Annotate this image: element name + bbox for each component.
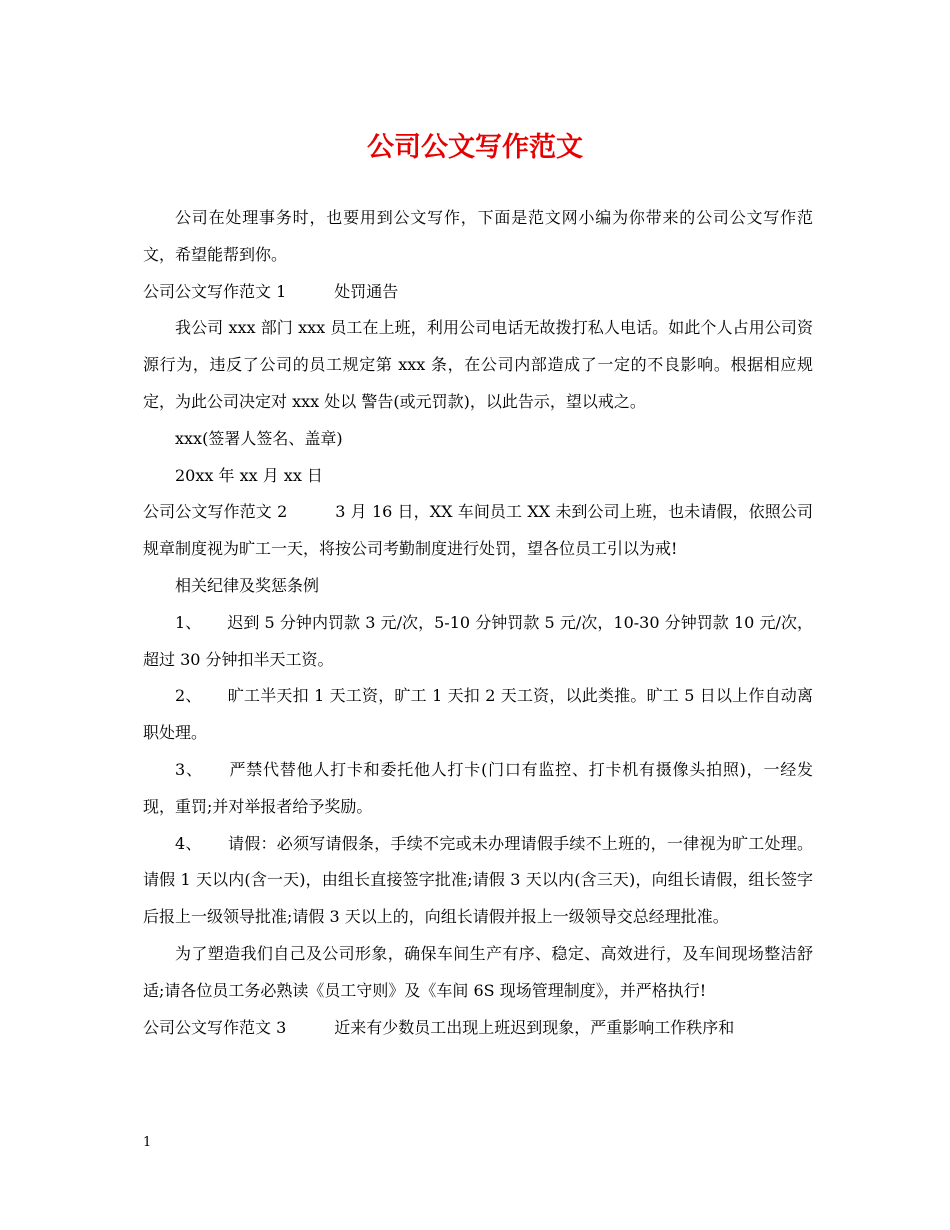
sample2-paragraph xyxy=(143,494,813,568)
rule-item xyxy=(143,752,813,826)
sample3-body: 近来有少数员工出现上班迟到现象，严重影响工作秩序和 xyxy=(334,1017,735,1037)
rule-text: 请假：必须写请假条，手续不完或未办理请假手续不上班的，一律视为旷工处理。请假 1 天以内(含一天)，由组长直接签字批准;请假 3 天以内(含三天)，向组长请假，组长签字后报上一级领导批准;请假 3 天以上的，向组长请假并报上一级领导交总经理批准。 xyxy=(143,833,813,927)
sample2-body: 3 月 16 日，XX 车间员工 XX 未到公司上班，也未请假，依照公司规章制度视为旷工一天，将按公司考勤制度进行处罚，望各位员工引以为戒! xyxy=(143,502,813,559)
rule-number: 4、 xyxy=(175,833,202,853)
sample2-label: 公司公文写作范文 2 xyxy=(143,502,288,522)
sample1-heading-line xyxy=(143,274,813,311)
sample1-date: 20xx 年 xx 月 xx 日 xyxy=(175,465,323,485)
rule-item xyxy=(143,678,813,752)
sample3-paragraph xyxy=(143,1010,813,1047)
document-body xyxy=(143,200,813,1046)
sample1-body: 我公司 xxx 部门 xxx 员工在上班，利用公司电话无故拨打私人电话。如此个人占用公司资源行为，违反了公司的员工规定第 xxx 条，在公司内部造成了一定的不良影响。根据相应规定，为此公司决定对 xxx 处以 警告(或元罚款)，以此告示，望以戒之。 xyxy=(143,318,813,411)
closing-paragraph: 为了塑造我们自己及公司形象，确保车间生产有序、稳定、高效进行，及车间现场整洁舒适;请各位员工务必熟读《员工守则》及《车间 6S 现场管理制度》，并严格执行! xyxy=(143,943,813,1000)
sample3-label: 公司公文写作范文 3 xyxy=(143,1017,287,1037)
page-number: 1 xyxy=(143,1135,152,1150)
sample1-heading: 处罚通告 xyxy=(334,281,399,301)
sample1-signature: xxx(签署人签名、盖章) xyxy=(175,428,343,448)
rule-number: 1、 xyxy=(175,612,202,632)
rule-text: 旷工半天扣 1 天工资，旷工 1 天扣 2 天工资，以此类推。旷工 5 日以上作自动离职处理。 xyxy=(143,686,813,743)
rule-number: 2、 xyxy=(175,686,202,706)
rule-item xyxy=(143,605,813,679)
rule-text: 严禁代替他人打卡和委托他人打卡(门口有监控、打卡机有摄像头拍照)，一经发现，重罚;并对举报者给予奖励。 xyxy=(143,759,813,816)
intro-paragraph: 公司在处理事务时，也要用到公文写作，下面是范文网小编为你带来的公司公文写作范文，希望能帮到你。 xyxy=(143,208,813,264)
rules-heading: 相关纪律及奖惩条例 xyxy=(175,575,320,595)
rule-text: 迟到 5 分钟内罚款 3 元/次，5-10 分钟罚款 5 元/次，10-30 分钟罚款 10 元/次，超过 30 分钟扣半天工资。 xyxy=(143,612,813,669)
rule-item xyxy=(143,826,813,936)
sample1-label: 公司公文写作范文 1 xyxy=(143,281,287,301)
document-title: 公司公文写作范文 xyxy=(367,132,583,163)
rule-number: 3、 xyxy=(175,759,203,779)
